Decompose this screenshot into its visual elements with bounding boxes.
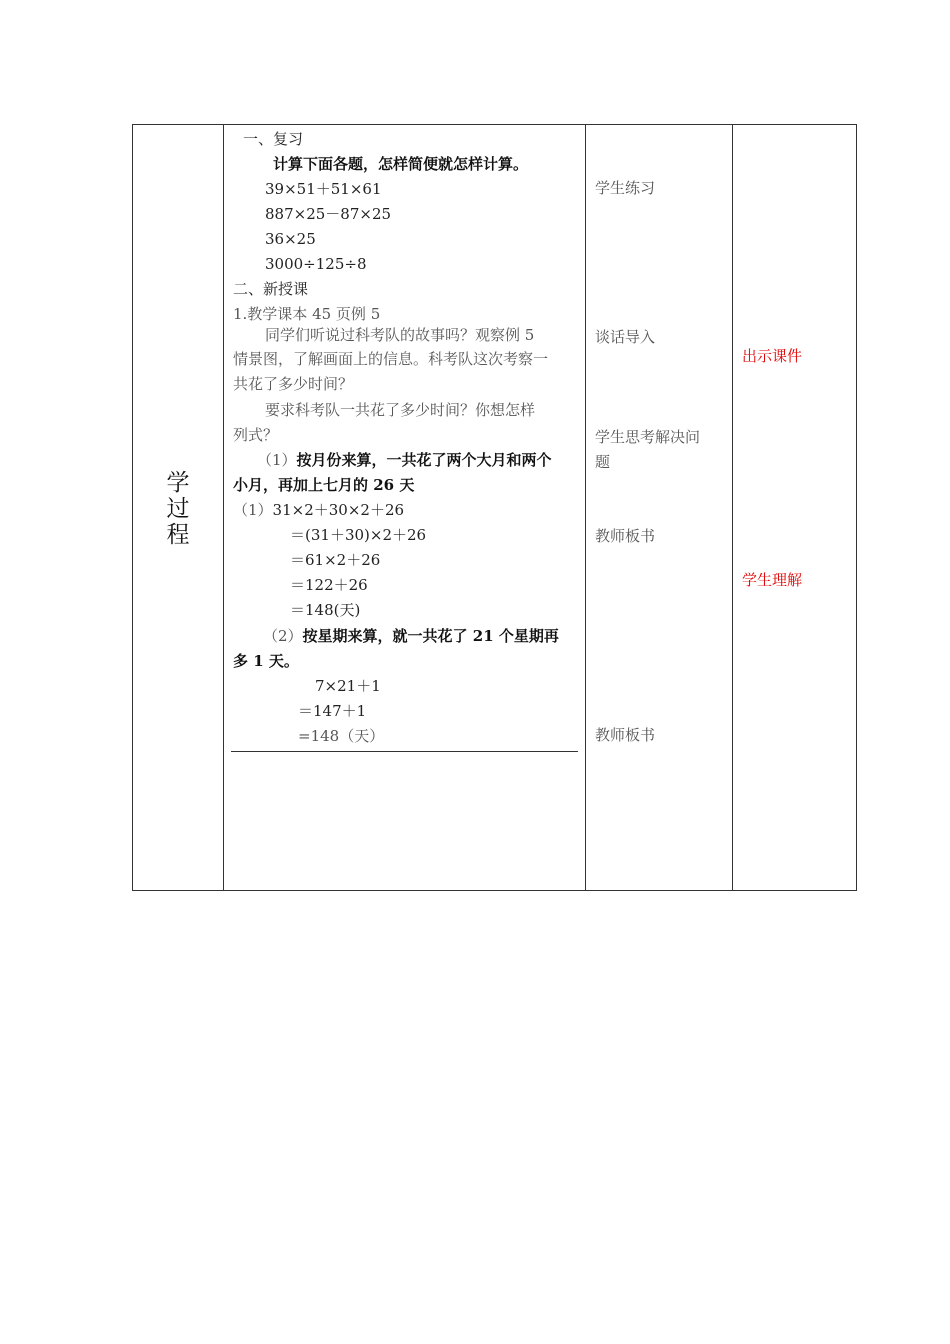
note-courseware: 出示课件 xyxy=(742,347,803,365)
calc1-line: ＝122＋26 xyxy=(290,576,368,594)
question-line: 列式？ xyxy=(233,426,279,444)
activity-think: 学生思考解决问 xyxy=(595,428,701,446)
activity-board: 教师板书 xyxy=(595,726,656,744)
method2-line: 按星期来算，就一共花了 21 个星期再 xyxy=(302,627,559,645)
calc2-line: =148（天） xyxy=(298,727,385,745)
column-divider xyxy=(223,125,224,890)
activity-board: 教师板书 xyxy=(595,527,656,545)
calc1-line: 31×2＋30×2＋26 xyxy=(272,501,405,519)
review-exercise: 39×51＋51×61 xyxy=(265,180,382,198)
review-exercise: 887×25－87×25 xyxy=(265,205,392,223)
calc2-line: 7×21＋1 xyxy=(315,677,381,695)
calc1-row xyxy=(233,498,404,523)
activity-talk: 谈话导入 xyxy=(595,328,656,346)
review-exercise: 3000÷125÷8 xyxy=(265,255,367,273)
review-heading: 一、复习 xyxy=(243,130,304,148)
content-divider xyxy=(231,751,578,752)
activity-practice: 学生练习 xyxy=(595,179,656,197)
section-label xyxy=(133,470,223,548)
question-line: 要求科考队一共花了多少时间？你想怎样 xyxy=(265,401,536,419)
column-divider xyxy=(585,125,586,890)
new-lesson-heading: 二、新授课 xyxy=(233,280,309,298)
method1-line: 小月，再加上七月的 26 天 xyxy=(233,476,415,494)
review-exercise: 36×25 xyxy=(265,230,316,248)
section-label-char: 程 xyxy=(166,522,190,548)
intro-line: 情景图，了解画面上的信息。科考队这次考察一 xyxy=(233,350,549,368)
review-instruction: 计算下面各题，怎样简便就怎样计算。 xyxy=(273,155,529,173)
section-label-char: 过 xyxy=(166,496,190,522)
calc1-line: ＝61×2＋26 xyxy=(290,551,381,569)
method2-prefix: （2） xyxy=(263,627,303,645)
lesson-table xyxy=(132,124,857,891)
example-title: 1.教学课本 45 页例 5 xyxy=(233,305,381,323)
intro-line: 同学们听说过科考队的故事吗？观察例 5 xyxy=(265,326,535,344)
method2-text xyxy=(263,624,559,649)
calc2-line: ＝147＋1 xyxy=(298,702,367,720)
calc1-line: ＝148(天) xyxy=(290,601,361,619)
method1-line: 按月份来算，一共花了两个大月和两个 xyxy=(296,451,552,469)
note-understand: 学生理解 xyxy=(742,571,803,589)
method1-text xyxy=(257,448,552,473)
calc1-line: ＝(31＋30)×2＋26 xyxy=(290,526,427,544)
calc1-prefix: （1） xyxy=(233,501,273,519)
intro-line: 共花了多少时间？ xyxy=(233,375,354,393)
column-divider xyxy=(732,125,733,890)
method1-prefix: （1） xyxy=(257,451,297,469)
section-label-char: 学 xyxy=(166,470,190,496)
method2-line: 多 1 天。 xyxy=(233,652,299,670)
activity-think: 题 xyxy=(595,453,611,471)
